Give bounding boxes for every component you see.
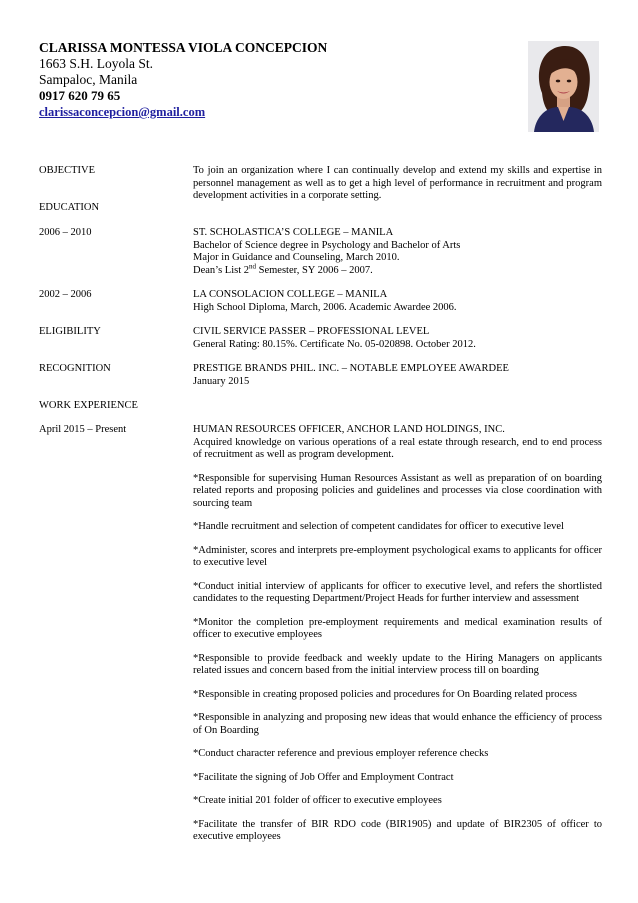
- highschool-detail: High School Diploma, March, 2006. Academic Awardee 2006.: [193, 301, 457, 313]
- work-duty: *Responsible in creating proposed policies and procedures for On Boarding related process: [193, 688, 578, 700]
- resume-header: [39, 40, 459, 120]
- eligibility-section: [39, 326, 602, 352]
- recognition-section: [39, 363, 602, 389]
- work-duty: *Responsible in analyzing and proposing new ideas that would enhance the efficiency of process of On Boarding: [193, 712, 602, 736]
- recognition-label: RECOGNITION: [39, 363, 111, 374]
- portrait-image: [528, 41, 599, 132]
- work-details: [193, 424, 602, 844]
- recognition-details: [193, 363, 602, 388]
- work-duty: *Conduct character reference and previous employer reference checks: [193, 748, 489, 759]
- eligibility-label: ELIGIBILITY: [39, 326, 101, 337]
- college-major: Major in Guidance and Counseling, March 2010.: [193, 252, 400, 263]
- work-duty: *Responsible to provide feedback and weekly update to the Hiring Managers on applicants related issues and concern based from the initial interview process till on boarding: [193, 652, 602, 676]
- eligibility-title: CIVIL SERVICE PASSER – PROFESSIONAL LEVEL: [193, 326, 430, 337]
- education-label: EDUCATION: [39, 202, 100, 213]
- education-heading-row: [39, 202, 602, 216]
- email-link[interactable]: clarissaconcepcion@gmail.com: [39, 105, 206, 119]
- education-highschool: [39, 289, 602, 315]
- highschool-details: [193, 289, 602, 314]
- college-school: ST. SCHOLASTICA’S COLLEGE – MANILA: [193, 227, 394, 238]
- education-college: [39, 227, 602, 279]
- address-line-1: 1663 S.H. Loyola St.: [39, 56, 154, 71]
- college-details: [193, 227, 602, 277]
- deans-list-semester: Semester, SY 2006 – 2007.: [256, 264, 373, 276]
- work-duty: *Handle recruitment and selection of competent candidates for officer to executive level: [193, 521, 564, 532]
- objective-section: [39, 165, 602, 205]
- work-duty: *Facilitate the signing of Job Offer and Employment Contract: [193, 771, 454, 783]
- college-dates: 2006 – 2010: [39, 227, 92, 238]
- eligibility-details: [193, 326, 602, 351]
- college-degree: Bachelor of Science degree in Psychology and Bachelor of Arts: [193, 239, 461, 251]
- candidate-name: CLARISSA MONTESSA VIOLA CONCEPCION: [39, 40, 328, 55]
- phone-number: 0917 620 79 65: [39, 88, 121, 103]
- deans-list-text: Dean’s List 2: [193, 264, 249, 276]
- recognition-title: PRESTIGE BRANDS PHIL. INC. – NOTABLE EMPLOYEE AWARDEE: [193, 363, 509, 374]
- profile-photo: [528, 41, 599, 132]
- deans-list-ordinal: nd: [249, 262, 256, 270]
- work-dates: April 2015 – Present: [39, 424, 127, 435]
- work-summary: Acquired knowledge on various operations of a real estate through research, end to end process of recruitment as well as program development.: [193, 436, 602, 460]
- work-entry: [39, 424, 602, 864]
- address-line-2: Sampaloc, Manila: [39, 72, 138, 87]
- highschool-school: LA CONSOLACION COLLEGE – MANILA: [193, 289, 388, 300]
- work-duty: *Create initial 201 folder of officer to executive employees: [193, 795, 442, 806]
- objective-text: To join an organization where I can continually develop and extend my skills and expertise in personnel management as well as to get a high level of performance in recruitment and program development activities in a corporate setting.: [193, 165, 602, 201]
- objective-label: OBJECTIVE: [39, 165, 95, 176]
- work-duty: *Facilitate the transfer of BIR RDO code (BIR1905) and update of BIR2305 of officer to executive employees: [193, 818, 602, 842]
- work-title: HUMAN RESOURCES OFFICER, ANCHOR LAND HOLDINGS, INC.: [193, 424, 505, 435]
- work-experience-label: WORK EXPERIENCE: [39, 400, 138, 411]
- work-duty: *Responsible for supervising Human Resources Assistant as well as preparation of on boarding related reports and proposing policies and guidelines and processes via close coordination with sourcing team: [193, 472, 602, 509]
- work-duty: *Conduct initial interview of applicants for officer to executive level, and refers the shortlisted candidates to the requesting Department/Project Heads for further interview and assessment: [193, 580, 602, 604]
- work-duty: *Monitor the completion pre-employment requirements and medical examination results of officer to executive employees: [193, 616, 602, 640]
- work-heading-row: [39, 400, 602, 414]
- recognition-date: January 2015: [193, 375, 250, 387]
- college-deans-list: [193, 262, 602, 278]
- eligibility-detail: General Rating: 80.15%. Certificate No. 05-020898. October 2012.: [193, 338, 476, 350]
- work-duty: *Administer, scores and interprets pre-employment psychological exams to applicants for officer to executive level: [193, 544, 602, 568]
- highschool-dates: 2002 – 2006: [39, 289, 92, 300]
